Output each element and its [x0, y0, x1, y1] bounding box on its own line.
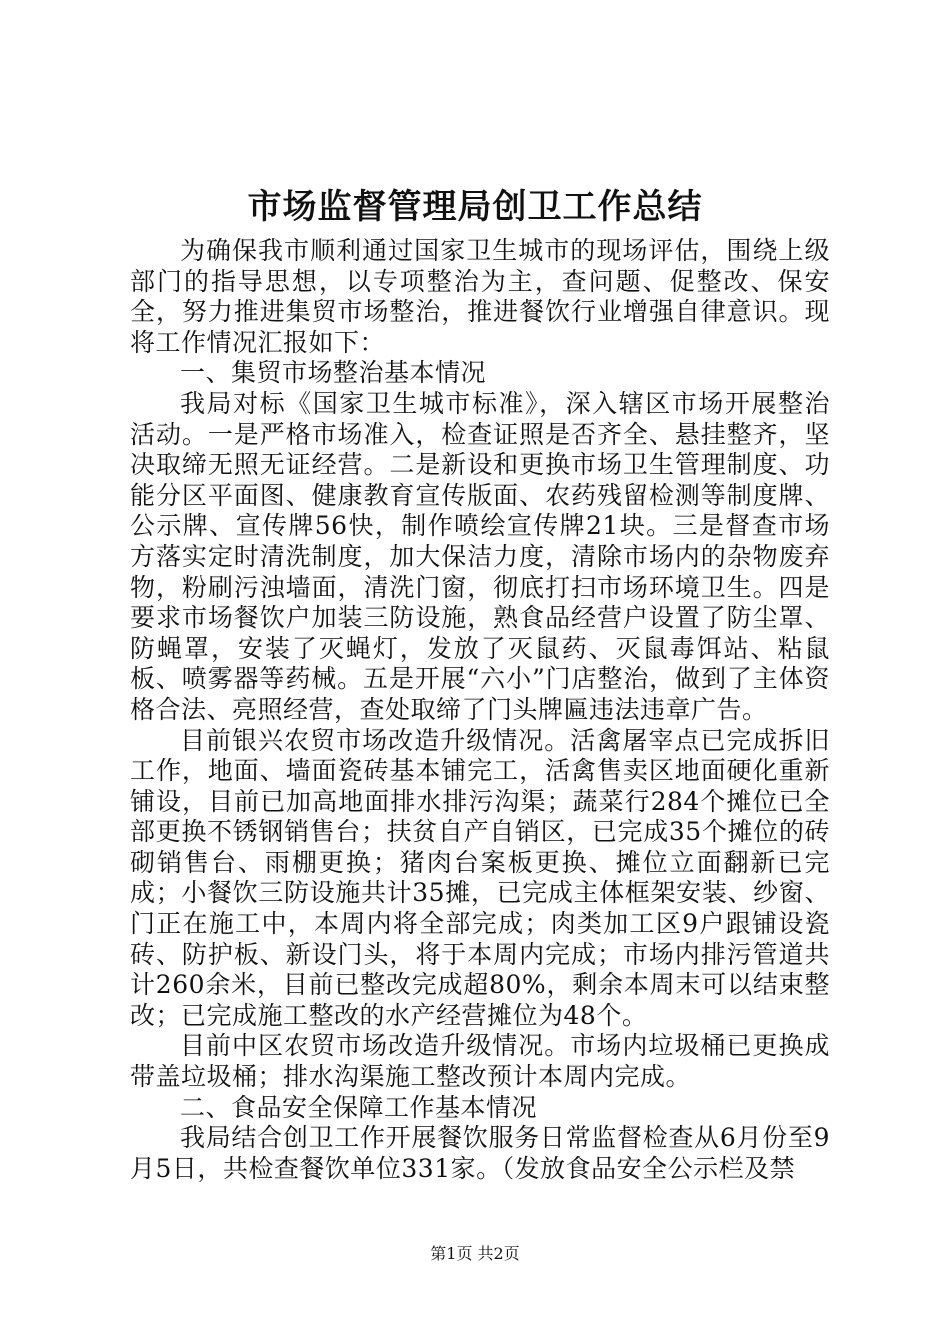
document-title: 市场监督管理局创卫工作总结 — [247, 187, 703, 227]
section-1-paragraph-3: 目前中区农贸市场改造升级情况。市场内垃圾桶已更换成带盖垃圾桶；排水沟渠施工整改预计本周内完成。 — [130, 1031, 830, 1092]
section-2-paragraph-1: 我局结合创卫工作开展餐饮服务日常监督检查从6月份至9月5日，共检查餐饮单位331家。（发放食品安全公示栏及禁 — [130, 1123, 830, 1183]
intro-paragraph: 为确保我市顺利通过国家卫生城市的现场评估，围绕上级部门的指导思想，以专项整治为主，查问题、促整改、保安全，努力推进集贸市场整治，推进餐饮行业增强自律意识。现将工作情况汇报如下： — [130, 236, 830, 357]
section-1-paragraph-1: 我局对标《国家卫生城市标准》，深入辖区市场开展整治活动。一是严格市场准入，检查证照是否齐全、悬挂整齐，坚决取缔无照无证经营。二是新设和更换市场卫生管理制度、功能分区平面图、健康教育宣传版面、农药残留检测等制度牌、公示牌、宣传牌56快，制作喷绘宣传牌21块。三是督查市场方落实定时清洗制度，加大保洁力度，清除市场内的杂物废弃物，粉刷污浊墙面，清洗门窗，彻底打扫市场环境卫生。四是要求市场餐饮户加装三防设施，熟食品经营户设置了防尘罩、防蝇罩，安装了灭蝇灯，发放了灭鼠药、灭鼠毒饵站、粘鼠板、喷雾器等药械。五是开展“六小”门店整治，做到了主体资格合法、亮照经营，查处取缔了门头牌匾违法违章广告。 — [130, 388, 830, 724]
section-1-heading: 一、集贸市场整治基本情况 — [180, 358, 487, 388]
page-number-footer: 第1页 共2页 — [430, 1244, 520, 1263]
section-2-heading: 二、食品安全保障工作基本情况 — [180, 1092, 538, 1122]
document-body — [130, 236, 830, 1184]
section-1-paragraph-2: 目前银兴农贸市场改造升级情况。活禽屠宰点已完成拆旧工作，地面、墙面瓷砖基本铺完工，活禽售卖区地面硬化重新铺设，目前已加高地面排水排污沟渠；蔬菜行284个摊位已全部更换不锈钢销售台；扶贫自产自销区，已完成35个摊位的砖砌销售台、雨棚更换；猪肉台案板更换、摊位立面翻新已完成；小餐饮三防设施共计35摊，已完成主体框架安装、纱窗、门正在施工中，本周内将全部完成；肉类加工区9户跟铺设瓷砖、防护板、新设门头，将于本周内完成；市场内排污管道共计260余米，目前已整改完成超80%，剩余本周末可以结束整改；已完成施工整改的水产经营摊位为48个。 — [130, 725, 830, 1030]
